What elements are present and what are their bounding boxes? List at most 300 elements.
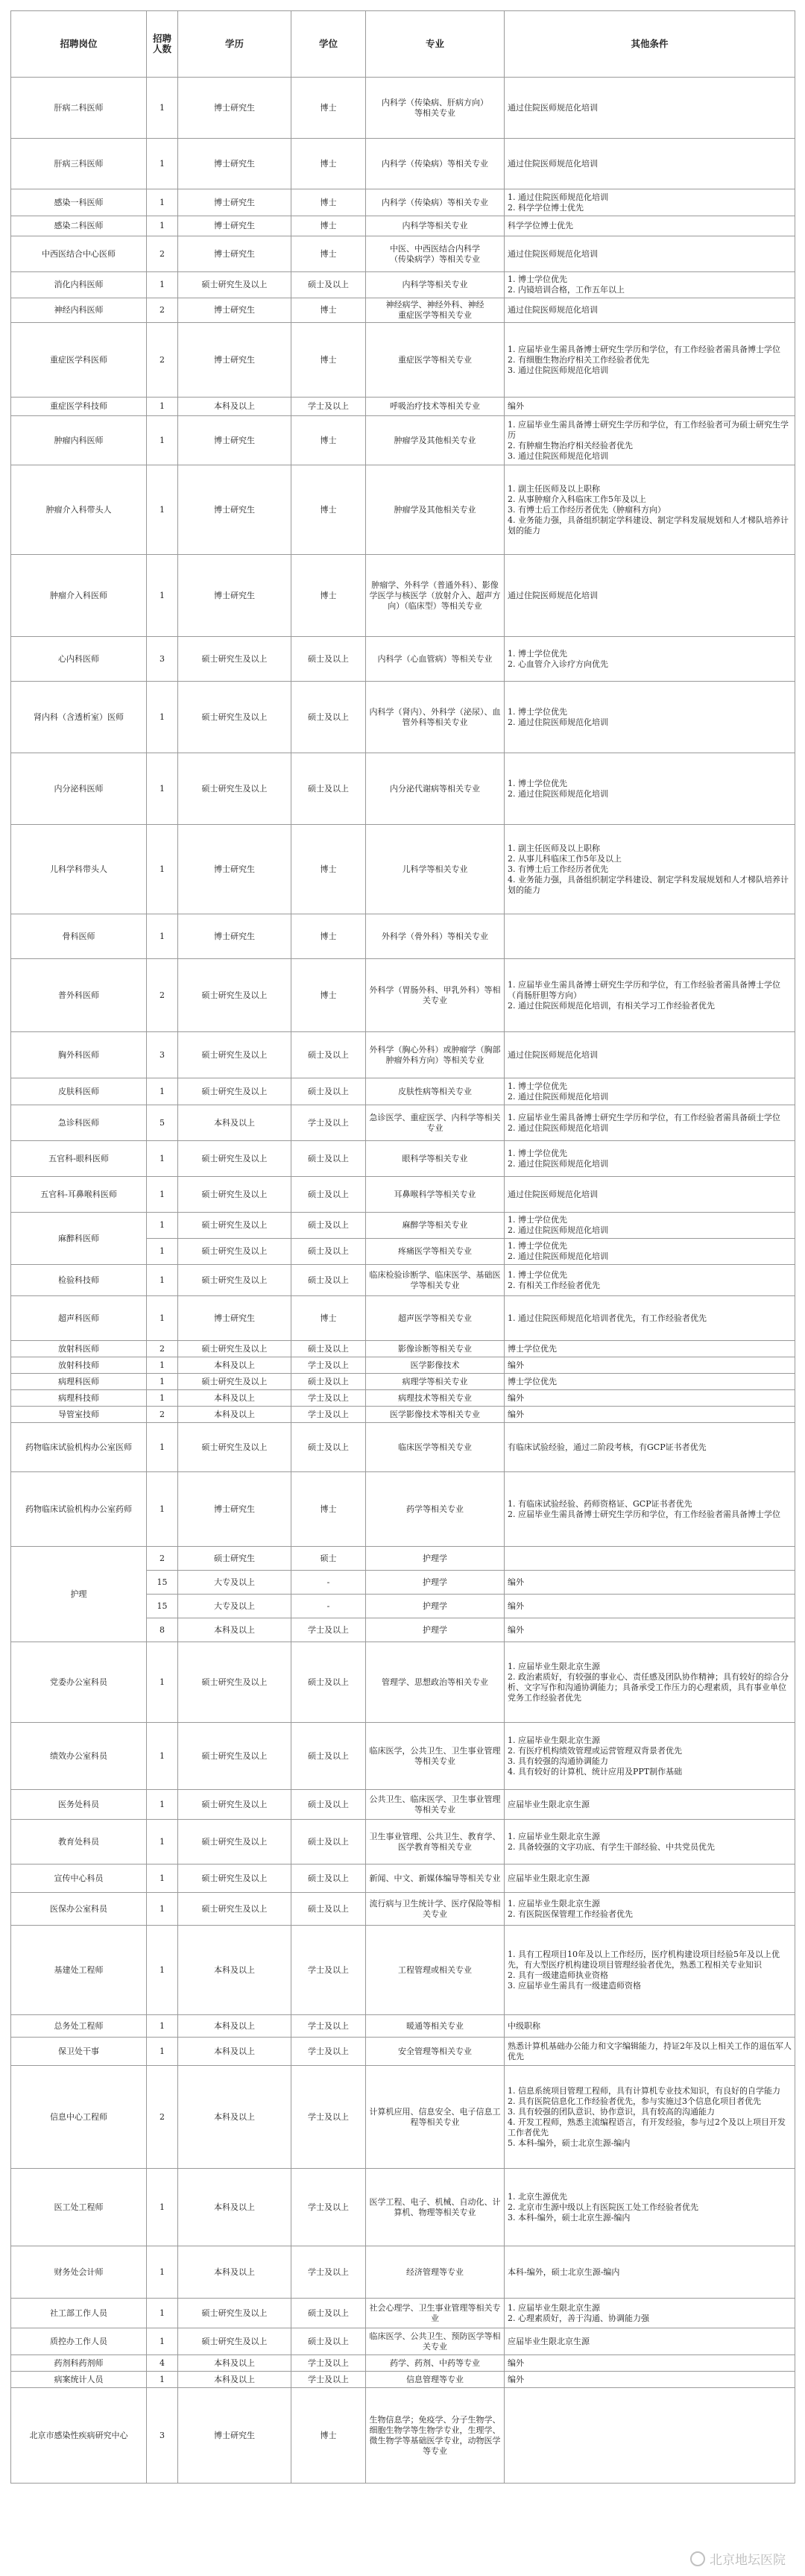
td-conditions (505, 1893, 795, 1926)
td-conditions (505, 1865, 795, 1893)
td-count (147, 298, 178, 323)
td-conditions (505, 914, 795, 959)
table-row (11, 2015, 795, 2038)
cell-conditions: 通过住院医师规范化培训 (508, 1189, 598, 1199)
td-count (147, 1472, 178, 1547)
td-count (147, 555, 178, 637)
cell-conditions: 1. 应届毕业生限北京生源 2. 有医院医保管理工作经验者优先 (508, 1898, 633, 1919)
td-conditions (505, 272, 795, 298)
cell-degree: 硕士及以上 (308, 1246, 349, 1256)
td-major (366, 1357, 505, 1374)
td-degree (291, 1105, 366, 1141)
td-major (366, 1595, 505, 1618)
cell-position: 病理科技师 (58, 1392, 99, 1403)
cell-count: 1 (160, 401, 165, 411)
td-education (178, 272, 291, 298)
td-conditions (505, 1820, 795, 1865)
td-education (178, 1265, 291, 1296)
cell-conditions: 编外 (508, 1409, 524, 1419)
td-position (11, 398, 147, 416)
cell-major: 外科学（胸心外科）或肿瘤学（胸部肿瘤外科方向）等相关专业 (369, 1044, 501, 1065)
td-count (147, 1357, 178, 1374)
cell-degree: 硕士及以上 (308, 1049, 349, 1060)
header-position: 招聘岗位 (11, 11, 147, 78)
cell-conditions: 编外 (508, 1360, 524, 1370)
cell-conditions: 编外 (508, 1624, 524, 1635)
table-row (11, 682, 795, 753)
cell-major: 超声医学等相关专业 (398, 1313, 472, 1323)
td-position (11, 1296, 147, 1341)
td-degree (291, 465, 366, 555)
td-degree (291, 1642, 366, 1723)
td-degree (291, 1032, 366, 1078)
td-major (366, 2328, 505, 2355)
td-position (11, 2372, 147, 2388)
cell-degree: 博士 (320, 931, 337, 941)
td-position (11, 637, 147, 682)
cell-major: 肿瘤学及其他相关专业 (394, 435, 476, 445)
cell-major: 内分泌代谢病等相关专业 (390, 783, 480, 794)
td-major (366, 1177, 505, 1213)
td-degree (291, 2372, 366, 2388)
cell-education: 本科及以上 (214, 2111, 255, 2122)
td-count (147, 1407, 178, 1423)
table-row (11, 1423, 795, 1472)
cell-degree: 博士 (320, 248, 337, 259)
td-major (366, 1390, 505, 1407)
cell-position: 放射科技师 (58, 1360, 99, 1370)
cell-education: 博士研究生 (214, 197, 255, 207)
td-major (366, 1642, 505, 1723)
td-degree (291, 216, 366, 236)
td-count (147, 1265, 178, 1296)
td-position (11, 236, 147, 272)
td-count (147, 2066, 178, 2169)
cell-position: 医务处科员 (58, 1799, 99, 1809)
td-position (11, 1105, 147, 1141)
table-row (11, 2372, 795, 2388)
td-education (178, 1926, 291, 2015)
td-conditions (505, 1423, 795, 1472)
td-major (366, 1239, 505, 1265)
td-position (11, 1141, 147, 1177)
td-degree (291, 2388, 366, 2484)
cell-education: 博士研究生 (214, 864, 255, 874)
td-degree (291, 1595, 366, 1618)
cell-education: 博士研究生 (214, 931, 255, 941)
table-row (11, 2246, 795, 2299)
td-major (366, 1723, 505, 1790)
cell-degree: 博士 (320, 2430, 337, 2440)
td-degree (291, 1141, 366, 1177)
table-row (11, 1032, 795, 1078)
td-conditions (505, 216, 795, 236)
cell-education: 博士研究生 (214, 248, 255, 259)
cell-education: 本科及以上 (214, 2046, 255, 2056)
td-degree (291, 1618, 366, 1642)
td-conditions (505, 1547, 795, 1571)
cell-position: 五官科-眼科医师 (48, 1153, 109, 1163)
td-position (11, 753, 147, 825)
td-conditions (505, 298, 795, 323)
cell-position: 肝病二科医师 (54, 102, 104, 113)
cell-education: 硕士研究生及以上 (201, 1049, 268, 1060)
td-major (366, 1571, 505, 1595)
cell-position: 神经内科医师 (54, 305, 104, 315)
cell-count: 1 (160, 2336, 165, 2346)
cell-count: 1 (160, 1504, 165, 1514)
td-major (366, 753, 505, 825)
cell-position: 药物临床试验机构办公室药师 (25, 1504, 132, 1514)
cell-degree: 博士 (320, 1313, 337, 1323)
td-conditions (505, 1407, 795, 1423)
td-conditions (505, 1213, 795, 1239)
cell-position: 总务处工程师 (54, 2020, 104, 2031)
cell-conditions: 应届毕业生限北京生源 (508, 1799, 590, 1809)
cell-education: 大专及以上 (214, 1577, 255, 1587)
td-count (147, 1571, 178, 1595)
cell-major: 内科学（传染病）等相关专业 (382, 197, 488, 207)
td-position (11, 1547, 147, 1642)
td-position (11, 465, 147, 555)
td-education (178, 1357, 291, 1374)
td-conditions (505, 78, 795, 139)
td-major (366, 1078, 505, 1105)
td-position (11, 272, 147, 298)
cell-education: 硕士研究生及以上 (201, 1275, 268, 1285)
cell-education: 本科及以上 (214, 1392, 255, 1403)
table-row (11, 637, 795, 682)
td-education (178, 216, 291, 236)
cell-position: 五官科-耳鼻喉科医师 (40, 1189, 117, 1199)
cell-education: 本科及以上 (214, 1964, 255, 1975)
td-major (366, 1265, 505, 1296)
td-conditions (505, 398, 795, 416)
td-education (178, 1595, 291, 1618)
cell-major: 中医、中西医结合内科学 （传染病学）等相关专业 (390, 243, 480, 264)
td-major (366, 2169, 505, 2246)
cell-position: 检验科技师 (58, 1275, 99, 1285)
td-degree (291, 682, 366, 753)
cell-degree: 硕士及以上 (308, 1086, 349, 1096)
cell-position: 宣传中心科员 (54, 1873, 104, 1883)
td-major (366, 236, 505, 272)
cell-major: 生物信息学；免疫学、分子生物学、细胞生物学等生物学专业，生理学、微生物学等基础医学专业，动物医学等专业 (369, 2414, 501, 2456)
cell-count: 15 (157, 1600, 168, 1611)
td-degree (291, 1265, 366, 1296)
td-conditions (505, 1296, 795, 1341)
cell-education: 硕士研究生及以上 (201, 1220, 268, 1230)
table-row (11, 555, 795, 637)
cell-degree: 博士 (320, 990, 337, 1000)
td-count (147, 1642, 178, 1723)
cell-position: 药剂科药剂师 (54, 2357, 104, 2368)
td-position (11, 2246, 147, 2299)
td-education (178, 2372, 291, 2388)
td-conditions (505, 1105, 795, 1141)
cell-major: 安全管理等相关专业 (398, 2046, 472, 2056)
table-row (11, 189, 795, 216)
td-education (178, 753, 291, 825)
cell-count: 1 (160, 2202, 165, 2212)
td-conditions (505, 1032, 795, 1078)
cell-conditions: 1. 应届毕业生限北京生源 2. 具备较强的文字功底、有学生干部经验、中共党员优先 (508, 1831, 715, 1852)
cell-major: 护理学 (423, 1600, 447, 1611)
table-body (11, 78, 795, 2484)
td-education (178, 1547, 291, 1571)
td-count (147, 416, 178, 465)
td-degree (291, 1893, 366, 1926)
cell-count: 2 (160, 305, 165, 315)
td-major (366, 398, 505, 416)
td-major (366, 1790, 505, 1820)
table-row (11, 1642, 795, 1723)
cell-count: 1 (160, 1086, 165, 1096)
cell-count: 1 (160, 1903, 165, 1914)
cell-major: 皮肤性病等相关专业 (398, 1086, 472, 1096)
td-conditions (505, 1357, 795, 1374)
cell-major: 外科学（胃肠外科、甲乳外科）等相关专业 (369, 984, 501, 1005)
cell-conditions: 1. 博士学位优先 2. 通过住院医师规范化培训 (508, 1081, 608, 1102)
cell-position: 药物临床试验机构办公室医师 (25, 1442, 132, 1452)
table-row (11, 1265, 795, 1296)
td-degree (291, 1423, 366, 1472)
cell-position: 病案统计人员 (54, 2374, 104, 2384)
cell-major: 药学等相关专业 (406, 1504, 464, 1514)
td-position (11, 1926, 147, 2015)
cell-major: 疼痛医学等相关专业 (398, 1246, 472, 1256)
td-conditions (505, 682, 795, 753)
td-education (178, 1296, 291, 1341)
td-education (178, 825, 291, 914)
cell-education: 硕士研究生及以上 (201, 2308, 268, 2318)
cell-count: 1 (160, 1750, 165, 1761)
td-count (147, 1374, 178, 1390)
table-row (11, 2388, 795, 2484)
td-degree (291, 1472, 366, 1547)
td-major (366, 2388, 505, 2484)
cell-position: 感染二科医师 (54, 221, 104, 230)
cell-degree: 学士及以上 (308, 1360, 349, 1370)
cell-education: 硕士研究生及以上 (201, 653, 268, 664)
td-position (11, 1078, 147, 1105)
cell-count: 2 (160, 248, 165, 259)
cell-major: 暖通等相关专业 (406, 2020, 464, 2031)
td-education (178, 78, 291, 139)
cell-count: 8 (160, 1624, 165, 1635)
td-count (147, 272, 178, 298)
td-conditions (505, 1390, 795, 1407)
cell-major: 病理学等相关专业 (402, 1376, 468, 1386)
td-major (366, 272, 505, 298)
cell-conditions: 编外 (508, 1392, 524, 1403)
cell-count: 1 (160, 158, 165, 169)
cell-degree: 硕士及以上 (308, 1343, 349, 1354)
td-major (366, 1865, 505, 1893)
cell-count: 1 (160, 1799, 165, 1809)
cell-degree: 学士及以上 (308, 2266, 349, 2277)
td-major (366, 1407, 505, 1423)
td-education (178, 1618, 291, 1642)
td-count (147, 2038, 178, 2066)
cell-position: 消化内科医师 (54, 280, 104, 289)
td-count (147, 1865, 178, 1893)
cell-count: 1 (160, 1442, 165, 1452)
cell-major: 内科学等相关专业 (402, 221, 468, 230)
cell-degree: 博士 (320, 197, 337, 207)
cell-conditions: 1. 通过住院医师规范化培训者优先，有工作经验者优先 (508, 1313, 707, 1323)
cell-conditions: 编外 (508, 2374, 524, 2384)
td-conditions (505, 2169, 795, 2246)
cell-major: 临床医学、公共卫生、预防医学等相关专业 (369, 2331, 501, 2352)
td-count (147, 825, 178, 914)
cell-count: 1 (160, 1189, 165, 1199)
td-conditions (505, 1239, 795, 1265)
td-conditions (505, 1472, 795, 1547)
recruitment-table (10, 10, 795, 2484)
cell-position: 肿瘤介入科带头人 (45, 504, 112, 515)
td-count (147, 2328, 178, 2355)
cell-education: 硕士研究生及以上 (201, 1246, 268, 1256)
td-degree (291, 398, 366, 416)
td-conditions (505, 2015, 795, 2038)
cell-education: 硕士研究生及以上 (201, 711, 268, 722)
header-count: 招聘人数 (147, 11, 178, 78)
td-education (178, 1571, 291, 1595)
td-position (11, 323, 147, 398)
td-conditions (505, 1642, 795, 1723)
table-row (11, 1790, 795, 1820)
cell-conditions: 1. 信息系统项目管理工程师，具有计算机专业技术知识，有良好的自学能力 2. 具有医院信息化工作经验者优先，参与实施过3个信息化项目者优先 3. 具有较强的团队意识、协作意识，具有较高的沟通能力 4. 开发工程师，熟悉主流编程语言，有开发经验，参与过2个及以上项目开发工作者优先 5. 本科-编外，硕士北京生源-编内 (508, 2085, 786, 2148)
cell-degree: 学士及以上 (308, 1964, 349, 1975)
td-conditions (505, 1078, 795, 1105)
cell-count: 2 (160, 1553, 165, 1563)
td-major (366, 189, 505, 216)
cell-major: 急诊医学、重症医学、内科学等相关专业 (369, 1112, 501, 1133)
table-row (11, 1926, 795, 2015)
td-education (178, 1893, 291, 1926)
cell-position: 肿瘤介入科医师 (50, 590, 107, 600)
td-conditions (505, 1571, 795, 1595)
cell-count: 3 (160, 1049, 165, 1060)
td-degree (291, 2015, 366, 2038)
td-degree (291, 1571, 366, 1595)
td-position (11, 2169, 147, 2246)
cell-position: 急诊科医师 (58, 1117, 99, 1128)
cell-degree: 博士 (320, 158, 337, 169)
table-row (11, 398, 795, 416)
table-row (11, 1723, 795, 1790)
cell-degree: 硕士及以上 (308, 2336, 349, 2346)
cell-degree: 博士 (320, 864, 337, 874)
td-count (147, 637, 178, 682)
td-degree (291, 555, 366, 637)
table-row (11, 139, 795, 189)
table-row (11, 1374, 795, 1390)
td-education (178, 1723, 291, 1790)
td-conditions (505, 1595, 795, 1618)
td-conditions (505, 1341, 795, 1357)
td-position (11, 1374, 147, 1390)
cell-position: 教育处科员 (58, 1836, 99, 1847)
cell-degree: 硕士及以上 (308, 1275, 349, 1285)
cell-position: 导管室技师 (58, 1409, 99, 1419)
cell-count: 1 (160, 931, 165, 941)
td-count (147, 753, 178, 825)
td-degree (291, 1547, 366, 1571)
td-major (366, 959, 505, 1032)
td-degree (291, 914, 366, 959)
td-education (178, 2015, 291, 2038)
cell-education: 硕士研究生及以上 (201, 1836, 268, 1847)
table-row (11, 1820, 795, 1865)
cell-position: 保卫处干事 (58, 2046, 99, 2056)
cell-count: 1 (160, 1964, 165, 1975)
cell-conditions: 本科-编外，硕士北京生源-编内 (508, 2266, 620, 2277)
cell-conditions: 1. 应届毕业生需具备博士研究生学历和学位，有工作经验者需具备博士学位 2. 有细胞生物治疗相关工作经验者优先 3. 通过住院医师规范化培训 (508, 344, 780, 375)
cell-degree: 硕士及以上 (308, 1376, 349, 1386)
cell-major: 医学工程、电子、机械、自动化、计算机、物理等相关专业 (369, 2196, 501, 2217)
recruitment-table-container (10, 10, 795, 2484)
td-major (366, 2015, 505, 2038)
table-row (11, 914, 795, 959)
cell-degree: 硕士及以上 (308, 711, 349, 722)
cell-count: 2 (160, 1343, 165, 1354)
td-major (366, 216, 505, 236)
cell-education: 硕士研究生及以上 (201, 1343, 268, 1354)
cell-education: 博士研究生 (214, 2430, 255, 2440)
cell-degree: 学士及以上 (308, 2374, 349, 2384)
cell-position: 感染一科医师 (54, 197, 104, 207)
td-conditions (505, 2038, 795, 2066)
td-degree (291, 2246, 366, 2299)
cell-degree: 硕士及以上 (308, 1677, 349, 1687)
cell-count: 2 (160, 354, 165, 365)
td-conditions (505, 1618, 795, 1642)
table-row (11, 1177, 795, 1213)
cell-major: 影像诊断等相关专业 (398, 1343, 472, 1354)
td-position (11, 682, 147, 753)
td-degree (291, 298, 366, 323)
cell-major: 信息管理等专业 (406, 2374, 464, 2384)
td-major (366, 1926, 505, 2015)
cell-education: 博士研究生 (214, 1313, 255, 1323)
td-degree (291, 1341, 366, 1357)
cell-major: 护理学 (423, 1624, 447, 1635)
table-row (11, 1547, 795, 1571)
cell-position: 重症医学科医师 (50, 354, 107, 365)
td-conditions (505, 1265, 795, 1296)
cell-education: 本科及以上 (214, 2374, 255, 2384)
td-degree (291, 236, 366, 272)
table-row (11, 236, 795, 272)
cell-education: 本科及以上 (214, 2266, 255, 2277)
td-degree (291, 1078, 366, 1105)
cell-conditions: 应届毕业生限北京生源 (508, 2336, 590, 2346)
td-position (11, 1032, 147, 1078)
cell-position: 重症医学科技师 (50, 401, 107, 411)
cell-conditions: 1. 博士学位优先 2. 内镜培训合格，工作五年以上 (508, 274, 625, 295)
cell-education: 博士研究生 (214, 435, 255, 445)
td-count (147, 1893, 178, 1926)
td-major (366, 1374, 505, 1390)
td-conditions (505, 236, 795, 272)
td-education (178, 682, 291, 753)
td-conditions (505, 465, 795, 555)
cell-conditions: 编外 (508, 1577, 524, 1587)
td-major (366, 2355, 505, 2372)
cell-major: 卫生事业管理、公共卫生、教育学、医学教育等相关专业 (369, 1831, 501, 1852)
